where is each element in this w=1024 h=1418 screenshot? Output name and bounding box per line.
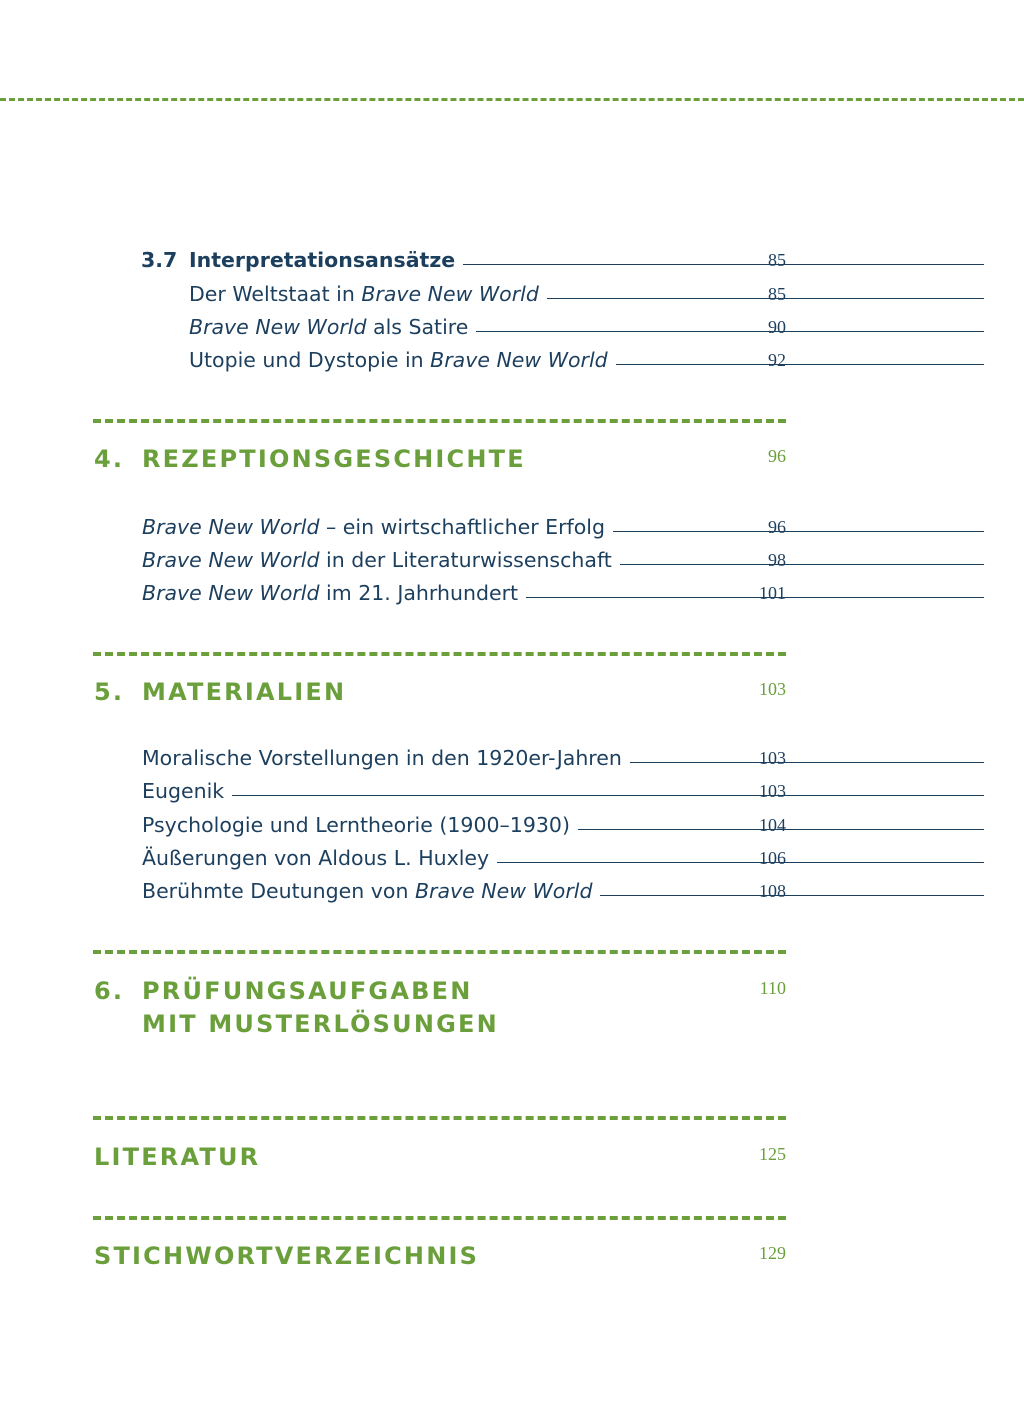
- section-title: STICHWORTVERZEICHNIS: [94, 1242, 480, 1270]
- section-divider: [93, 419, 786, 423]
- section-divider: [93, 1216, 786, 1220]
- page-number: 92: [768, 349, 786, 370]
- page-number: 125: [759, 1144, 786, 1164]
- leader-line: [616, 364, 984, 365]
- page-number: 129: [759, 1243, 786, 1263]
- page-number: 103: [759, 679, 786, 699]
- section-number: 6.: [94, 977, 125, 1005]
- subsection-title: Interpretationsansätze: [189, 248, 456, 272]
- page-number: 85: [768, 249, 786, 270]
- section-divider: [93, 652, 786, 656]
- section-number: 5.: [94, 678, 125, 706]
- section-heading-literatur[interactable]: [0, 1140, 1024, 1174]
- entry-label: Brave New World als Satire: [189, 315, 469, 339]
- leader-line: [613, 531, 984, 532]
- section-title: MATERIALIEN: [142, 678, 347, 706]
- entry-label: Äußerungen von Aldous L. Huxley: [142, 846, 490, 870]
- toc-entry[interactable]: [0, 810, 1024, 840]
- leader-line: [630, 762, 984, 763]
- section-title-line-1: PRÜFUNGSAUFGABEN: [142, 977, 473, 1005]
- entry-label: Berühmte Deutungen von Brave New World: [142, 879, 593, 903]
- page-number: 103: [759, 747, 786, 768]
- toc-entry[interactable]: [0, 743, 1024, 773]
- page-number: 101: [759, 582, 786, 603]
- section-divider: [93, 1116, 786, 1120]
- page-number: 90: [768, 316, 786, 337]
- page-number: 85: [768, 283, 786, 304]
- toc-entry-3-7[interactable]: [0, 245, 1024, 275]
- entry-label: Eugenik: [142, 779, 225, 803]
- page-number: 108: [759, 880, 786, 901]
- section-heading-4[interactable]: [0, 442, 1024, 476]
- page-number: 96: [768, 516, 786, 537]
- section-number: 4.: [94, 445, 125, 473]
- section-divider: [93, 950, 786, 954]
- leader-line: [620, 564, 984, 565]
- leader-line: [476, 331, 984, 332]
- section-title: LITERATUR: [94, 1143, 261, 1171]
- toc-entry[interactable]: [0, 345, 1024, 375]
- toc-entry[interactable]: [0, 776, 1024, 806]
- entry-label: Brave New World – ein wirtschaftlicher Erfolg: [142, 515, 605, 539]
- section-heading-5[interactable]: [0, 675, 1024, 709]
- leader-line: [600, 895, 984, 896]
- toc-entry[interactable]: [0, 876, 1024, 906]
- entry-label: Brave New World in der Literaturwissenschaft: [142, 548, 612, 572]
- page-number: 106: [759, 847, 786, 868]
- entry-label: Brave New World im 21. Jahrhundert: [142, 581, 519, 605]
- leader-line: [497, 862, 984, 863]
- toc-entry[interactable]: [0, 578, 1024, 608]
- page-number: 104: [759, 814, 786, 835]
- toc-entry[interactable]: [0, 843, 1024, 873]
- leader-line: [463, 264, 984, 265]
- entry-label: Der Weltstaat in Brave New World: [189, 282, 539, 306]
- leader-line: [232, 795, 984, 796]
- toc-entry[interactable]: [0, 312, 1024, 342]
- toc-entry[interactable]: [0, 512, 1024, 542]
- toc-entry[interactable]: [0, 545, 1024, 575]
- page-number: 103: [759, 780, 786, 801]
- entry-label: Moralische Vorstellungen in den 1920er-Jahren: [142, 746, 622, 770]
- section-title-line-2: MIT MUSTERLÖSUNGEN: [142, 1010, 499, 1038]
- entry-label: Psychologie und Lerntheorie (1900–1930): [142, 813, 570, 837]
- toc-entry[interactable]: [0, 279, 1024, 309]
- entry-label: Utopie und Dystopie in Brave New World: [189, 348, 608, 372]
- page-number: 96: [768, 446, 786, 466]
- section-title: REZEPTIONSGESCHICHTE: [142, 445, 526, 473]
- section-heading-stichwortverzeichnis[interactable]: [0, 1239, 1024, 1273]
- leader-line: [547, 298, 984, 299]
- subsection-number: 3.7: [141, 248, 178, 272]
- page-number: 98: [768, 549, 786, 570]
- leader-line: [526, 597, 984, 598]
- top-divider: [0, 98, 1024, 101]
- section-heading-6[interactable]: [0, 974, 1024, 1044]
- page-number: 110: [759, 978, 786, 998]
